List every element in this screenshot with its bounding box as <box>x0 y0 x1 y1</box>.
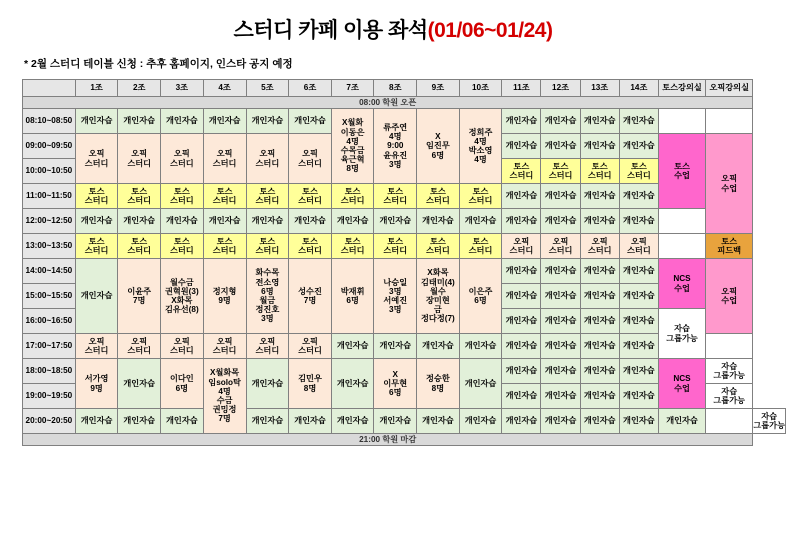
schedule-row <box>23 209 786 234</box>
schedule-cell[interactable]: 개인자습 <box>502 359 541 384</box>
schedule-cell[interactable]: 개인자습 <box>246 409 289 434</box>
column-header-10: 10조 <box>459 80 502 97</box>
empty-cell[interactable] <box>658 109 705 134</box>
schedule-cell[interactable]: 류주연 4명 9:00 윤유진 3명 <box>374 109 417 184</box>
schedule-cell[interactable]: 개인자습 <box>459 334 502 359</box>
column-header-7: 7조 <box>331 80 374 97</box>
schedule-cell[interactable]: 오픽 스터디 <box>289 334 332 359</box>
time-label: 09:00~09:50 <box>23 134 76 159</box>
schedule-cell[interactable]: 개인자습 <box>541 109 580 134</box>
schedule-cell[interactable]: 오픽 수업 <box>706 259 753 334</box>
schedule-cell[interactable]: 토스 스터디 <box>118 184 161 209</box>
schedule-cell[interactable]: 개인자습 <box>502 109 541 134</box>
schedule-cell[interactable]: 개인자습 <box>502 309 541 334</box>
schedule-cell[interactable]: 개인자습 <box>75 209 118 234</box>
schedule-cell[interactable]: 개인자습 <box>619 359 658 384</box>
schedule-cell[interactable]: 개인자습 <box>541 184 580 209</box>
time-label: 13:00~13:50 <box>23 234 76 259</box>
schedule-cell[interactable]: 개인자습 <box>118 109 161 134</box>
time-label: 19:00~19:50 <box>23 384 76 409</box>
schedule-cell[interactable]: 오픽 스터디 <box>75 334 118 359</box>
time-label: 15:00~15:50 <box>23 284 76 309</box>
time-label: 16:00~16:50 <box>23 309 76 334</box>
schedule-cell[interactable]: 개인자습 <box>331 209 374 234</box>
schedule-cell[interactable]: 토스 스터디 <box>161 234 204 259</box>
schedule-cell[interactable]: 개인자습 <box>289 109 332 134</box>
schedule-cell[interactable]: 토스 수업 <box>658 134 705 209</box>
column-header-13: 13조 <box>580 80 619 97</box>
empty-cell[interactable] <box>706 109 753 134</box>
schedule-cell[interactable]: 개인자습 <box>118 359 161 409</box>
schedule-cell[interactable]: 토스 스터디 <box>75 234 118 259</box>
schedule-cell[interactable]: 오픽 스터디 <box>289 134 332 184</box>
column-header-6: 6조 <box>289 80 332 97</box>
schedule-cell[interactable]: 개인자습 <box>203 209 246 234</box>
schedule-cell[interactable]: 오픽 스터디 <box>161 134 204 184</box>
schedule-cell[interactable]: 토스 스터디 <box>580 159 619 184</box>
time-label: 12:00~12:50 <box>23 209 76 234</box>
schedule-cell[interactable]: 토스 스터디 <box>417 184 460 209</box>
schedule-cell[interactable]: 김민우 8명 <box>289 359 332 409</box>
schedule-cell[interactable]: 개인자습 <box>502 209 541 234</box>
schedule-cell[interactable]: 개인자습 <box>580 259 619 284</box>
schedule-cell[interactable]: 나승일 3명 서예진 3명 <box>374 259 417 334</box>
schedule-cell[interactable]: 개인자습 <box>502 384 541 409</box>
schedule-cell[interactable]: 개인자습 <box>580 209 619 234</box>
schedule-cell[interactable]: 개인자습 <box>541 384 580 409</box>
schedule-cell[interactable]: 개인자습 <box>580 109 619 134</box>
time-label: 14:00~14:50 <box>23 259 76 284</box>
schedule-cell[interactable]: X 임진무 6명 <box>417 109 460 184</box>
schedule-cell[interactable]: 개인자습 <box>502 134 541 159</box>
schedule-cell[interactable]: 오픽 스터디 <box>75 134 118 184</box>
schedule-cell[interactable]: 박재휘 6명 <box>331 259 374 334</box>
schedule-cell[interactable]: NCS 수업 <box>658 359 705 409</box>
schedule-cell[interactable]: 개인자습 <box>619 384 658 409</box>
open-time-band-label: 08:00 학원 오픈 <box>23 97 753 109</box>
empty-cell[interactable] <box>706 409 753 434</box>
schedule-cell[interactable]: 오픽 스터디 <box>203 134 246 184</box>
schedule-cell[interactable]: 토스 스터디 <box>203 184 246 209</box>
column-header-9: 9조 <box>417 80 460 97</box>
schedule-cell[interactable]: 개인자습 <box>118 409 161 434</box>
schedule-cell[interactable]: 오픽 스터디 <box>203 334 246 359</box>
schedule-cell[interactable]: 개인자습 <box>246 109 289 134</box>
schedule-cell[interactable]: 토스 스터디 <box>246 234 289 259</box>
schedule-cell[interactable]: 오픽 스터디 <box>246 334 289 359</box>
schedule-cell[interactable]: 개인자습 <box>541 359 580 384</box>
schedule-cell[interactable]: 개인자습 <box>619 309 658 334</box>
empty-cell[interactable] <box>658 234 705 259</box>
schedule-cell[interactable]: 개인자습 <box>118 209 161 234</box>
schedule-cell[interactable]: 개인자습 <box>619 184 658 209</box>
schedule-cell[interactable]: 개인자습 <box>289 209 332 234</box>
schedule-cell[interactable]: 토스 스터디 <box>289 184 332 209</box>
close-time-band-label: 21:00 학원 마감 <box>23 434 753 446</box>
schedule-cell[interactable]: 토스 스터디 <box>374 234 417 259</box>
schedule-cell[interactable]: 토스 스터디 <box>374 184 417 209</box>
schedule-cell[interactable]: 오픽 스터디 <box>580 234 619 259</box>
title-range: (01/06~01/24) <box>427 19 553 42</box>
schedule-cell[interactable]: 개인자습 <box>75 409 118 434</box>
schedule-row <box>23 409 786 434</box>
schedule-cell[interactable]: 개인자습 <box>75 259 118 334</box>
column-header-2: 2조 <box>118 80 161 97</box>
schedule-cell[interactable]: 토스 피드백 <box>706 234 753 259</box>
schedule-cell[interactable]: 이윤주 7명 <box>118 259 161 334</box>
schedule-cell[interactable]: 개인자습 <box>580 334 619 359</box>
schedule-cell[interactable]: 개인자습 <box>541 209 580 234</box>
schedule-cell[interactable]: 오픽 스터디 <box>541 234 580 259</box>
schedule-cell[interactable]: X월화 이동은 4명 수목금 육근혁 8명 <box>331 109 374 184</box>
time-label: 08:10~08:50 <box>23 109 76 134</box>
schedule-cell[interactable]: 오픽 스터디 <box>118 134 161 184</box>
schedule-cell[interactable]: 개인자습 <box>331 359 374 409</box>
schedule-cell[interactable]: 토스 스터디 <box>289 234 332 259</box>
table-body <box>23 97 786 446</box>
schedule-cell[interactable]: 개인자습 <box>502 334 541 359</box>
schedule-cell[interactable]: 오픽 스터디 <box>118 334 161 359</box>
schedule-cell[interactable]: 개인자습 <box>502 284 541 309</box>
time-label: 17:00~17:50 <box>23 334 76 359</box>
schedule-cell[interactable]: 개인자습 <box>374 334 417 359</box>
page-title <box>0 14 786 44</box>
schedule-cell[interactable]: 개인자습 <box>580 284 619 309</box>
schedule-cell[interactable]: 개인자습 <box>619 259 658 284</box>
schedule-cell[interactable]: X 이무현 6명 <box>374 359 417 409</box>
schedule-cell[interactable]: 정승한 8명 <box>417 359 460 409</box>
schedule-cell[interactable]: 오픽 스터디 <box>246 134 289 184</box>
schedule-cell[interactable]: 개인자습 <box>203 109 246 134</box>
schedule-cell[interactable]: 토스 스터디 <box>502 159 541 184</box>
schedule-cell[interactable]: 개인자습 <box>541 334 580 359</box>
schedule-cell[interactable]: 개인자습 <box>246 359 289 409</box>
schedule-cell[interactable]: 개인자습 <box>417 334 460 359</box>
schedule-cell[interactable]: 토스 스터디 <box>203 234 246 259</box>
time-label: 20:00~20:50 <box>23 409 76 434</box>
column-header-5: 5조 <box>246 80 289 97</box>
schedule-cell[interactable]: 오픽 스터디 <box>619 234 658 259</box>
schedule-cell[interactable]: 자습 그룹가능 <box>658 309 705 359</box>
schedule-cell[interactable]: 토스 스터디 <box>331 184 374 209</box>
schedule-row <box>23 359 786 384</box>
schedule-cell[interactable]: 개인자습 <box>580 384 619 409</box>
schedule-cell[interactable]: 토스 스터디 <box>619 159 658 184</box>
column-header-1: 1조 <box>75 80 118 97</box>
schedule-cell[interactable]: 개인자습 <box>619 284 658 309</box>
title-main: 스터디 카페 이용 좌석 <box>233 19 428 42</box>
time-label: 10:00~10:50 <box>23 159 76 184</box>
schedule-cell[interactable]: 개인자습 <box>619 209 658 234</box>
time-label: 11:00~11:50 <box>23 184 76 209</box>
close-time-band <box>23 434 786 446</box>
schedule-cell[interactable]: 토스 스터디 <box>417 234 460 259</box>
schedule-cell[interactable]: 개인자습 <box>580 134 619 159</box>
schedule-cell[interactable]: NCS 수업 <box>658 259 705 309</box>
schedule-cell[interactable]: 개인자습 <box>246 209 289 234</box>
schedule-cell[interactable]: 개인자습 <box>541 309 580 334</box>
schedule-cell[interactable]: 토스 스터디 <box>541 159 580 184</box>
column-header-16: 오픽강의실 <box>706 80 753 97</box>
column-header-time <box>23 80 76 97</box>
schedule-cell[interactable]: 화수목 전소영 6명 월금 정진호 3명 <box>246 259 289 334</box>
schedule-cell[interactable]: 개인자습 <box>331 334 374 359</box>
schedule-cell[interactable]: 개인자습 <box>619 109 658 134</box>
schedule-cell[interactable]: 개인자습 <box>417 409 460 434</box>
schedule-cell[interactable]: X월화목 임solo탁 4명 수금 권밍정 7명 <box>203 359 246 434</box>
schedule-cell[interactable]: 오픽 스터디 <box>502 234 541 259</box>
schedule-cell[interactable]: 개인자습 <box>374 209 417 234</box>
column-header-8: 8조 <box>374 80 417 97</box>
schedule-row <box>23 109 786 134</box>
schedule-cell[interactable]: 개인자습 <box>374 409 417 434</box>
schedule-row <box>23 234 786 259</box>
schedule-cell[interactable]: 개인자습 <box>161 109 204 134</box>
column-header-4: 4조 <box>203 80 246 97</box>
schedule-cell[interactable]: 개인자습 <box>502 184 541 209</box>
schedule-cell[interactable]: 개인자습 <box>541 409 580 434</box>
schedule-cell[interactable]: 개인자습 <box>658 409 705 434</box>
schedule-cell[interactable]: 개인자습 <box>502 259 541 284</box>
schedule-cell[interactable]: 이다인 6명 <box>161 359 204 409</box>
schedule-cell[interactable]: 개인자습 <box>459 209 502 234</box>
schedule-cell[interactable]: 정희주 4명 박소영 4명 <box>459 109 502 184</box>
schedule-cell[interactable]: 자습 그룹가능 <box>753 409 786 434</box>
schedule-cell[interactable]: 정지형 9명 <box>203 259 246 334</box>
open-time-band <box>23 97 786 109</box>
schedule-cell[interactable]: 토스 스터디 <box>459 234 502 259</box>
schedule-cell[interactable]: 개인자습 <box>541 284 580 309</box>
schedule-cell[interactable]: 개인자습 <box>331 409 374 434</box>
schedule-cell[interactable]: 오픽 스터디 <box>161 334 204 359</box>
schedule-cell[interactable]: 개인자습 <box>619 134 658 159</box>
schedule-cell[interactable]: 개인자습 <box>75 109 118 134</box>
schedule-cell[interactable]: 자습 그룹가능 <box>706 359 753 384</box>
schedule-cell[interactable]: 성수진 7명 <box>289 259 332 334</box>
schedule-cell[interactable]: 토스 스터디 <box>75 184 118 209</box>
schedule-cell[interactable]: 월수금 권혁원(3) X화목 김유선(8) <box>161 259 204 334</box>
column-header-3: 3조 <box>161 80 204 97</box>
column-header-15: 토스강의실 <box>658 80 705 97</box>
schedule-cell[interactable]: 개인자습 <box>459 359 502 409</box>
schedule-cell[interactable]: 서가영 9명 <box>75 359 118 409</box>
schedule-cell[interactable]: 개인자습 <box>619 334 658 359</box>
schedule-cell[interactable]: X화목 김태미(4) 월수 장미현 금 정다정(7) <box>417 259 460 334</box>
schedule-cell[interactable]: 개인자습 <box>580 409 619 434</box>
page-root <box>0 14 786 534</box>
table-head <box>23 80 786 97</box>
schedule-cell[interactable]: 토스 스터디 <box>331 234 374 259</box>
schedule-cell[interactable]: 토스 스터디 <box>161 184 204 209</box>
schedule-cell[interactable]: 개인자습 <box>161 209 204 234</box>
schedule-cell[interactable]: 개인자습 <box>417 209 460 234</box>
schedule-cell[interactable]: 이은주 6명 <box>459 259 502 334</box>
schedule-cell[interactable]: 개인자습 <box>161 409 204 434</box>
time-label: 18:00~18:50 <box>23 359 76 384</box>
schedule-cell[interactable]: 개인자습 <box>580 359 619 384</box>
column-header-12: 12조 <box>541 80 580 97</box>
schedule-cell[interactable]: 개인자습 <box>541 134 580 159</box>
schedule-cell[interactable]: 토스 스터디 <box>246 184 289 209</box>
column-header-11: 11조 <box>502 80 541 97</box>
schedule-cell[interactable]: 개인자습 <box>541 259 580 284</box>
schedule-row <box>23 259 786 284</box>
schedule-cell[interactable]: 토스 스터디 <box>118 234 161 259</box>
schedule-table <box>22 79 786 446</box>
empty-cell[interactable] <box>706 334 753 359</box>
schedule-cell[interactable]: 개인자습 <box>459 409 502 434</box>
schedule-cell[interactable]: 개인자습 <box>502 409 541 434</box>
schedule-cell[interactable]: 토스 스터디 <box>459 184 502 209</box>
schedule-cell[interactable]: 개인자습 <box>580 309 619 334</box>
schedule-cell[interactable]: 개인자습 <box>289 409 332 434</box>
schedule-cell[interactable]: 자습 그룹가능 <box>706 384 753 409</box>
schedule-cell[interactable]: 개인자습 <box>619 409 658 434</box>
schedule-cell[interactable]: 개인자습 <box>580 184 619 209</box>
page-subtitle: * 2월 스터디 테이블 신청 : 추후 홈페이지, 인스타 공지 예정 <box>24 58 293 70</box>
schedule-cell[interactable]: 오픽 수업 <box>706 134 753 234</box>
column-header-14: 14조 <box>619 80 658 97</box>
